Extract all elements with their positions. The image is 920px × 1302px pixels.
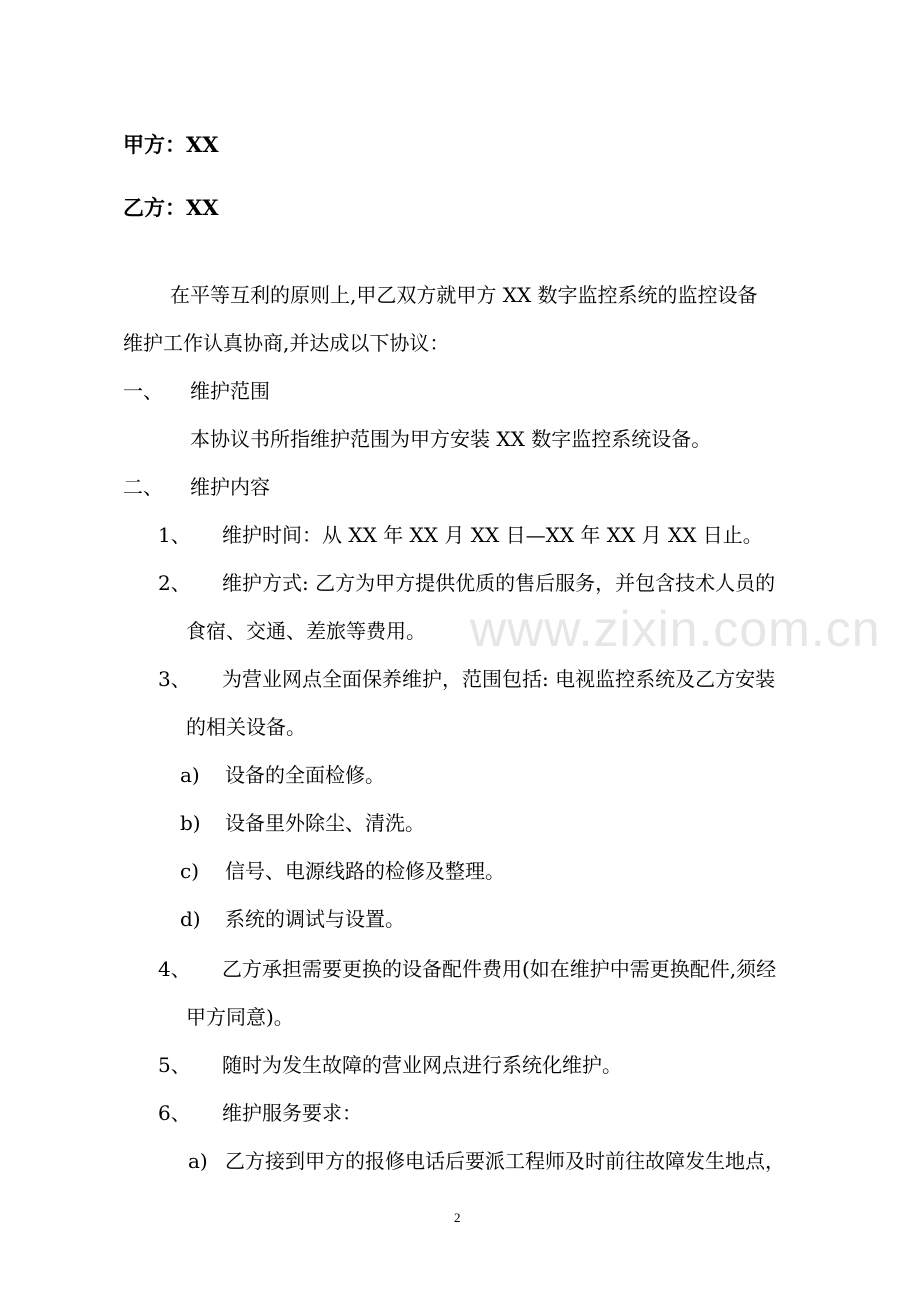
item-text-continued: 食宿、交通、差旅等费用。 xyxy=(186,619,426,643)
item-text: 维护服务要求： xyxy=(222,1101,362,1125)
subitem-text: 设备的全面检修。 xyxy=(225,763,385,787)
item-number: 6、 xyxy=(158,1101,191,1125)
section1-title: 维护范围 xyxy=(190,379,270,403)
item-text: 为营业网点全面保养维护，范围包括: 电视监控系统及乙方安装 xyxy=(222,667,776,691)
section2-number: 二、 xyxy=(123,475,163,499)
subitem-text: 系统的调试与设置。 xyxy=(225,907,405,931)
watermark: www.zixin.com.cn xyxy=(470,601,881,657)
item-text-continued: 的相关设备。 xyxy=(186,715,306,739)
page-number: 2 xyxy=(454,1210,461,1225)
item-text: 随时为发生故障的营业网点进行系统化维护。 xyxy=(222,1053,622,1077)
subitem-label: c) xyxy=(180,859,200,883)
party-b: 乙方：XX xyxy=(123,195,219,220)
item-number: 1、 xyxy=(158,523,191,547)
item-text-continued: 甲方同意)。 xyxy=(186,1005,294,1029)
subitem-text: 设备里外除尘、清洗。 xyxy=(225,811,425,835)
item-text: 维护方式: 乙方为甲方提供优质的售后服务，并包含技术人员的 xyxy=(222,571,776,595)
section1-number: 一、 xyxy=(123,379,163,403)
subitem-label: b) xyxy=(180,811,201,835)
item-number: 3、 xyxy=(158,667,191,691)
item-number: 5、 xyxy=(158,1053,191,1077)
party-a: 甲方：XX xyxy=(123,132,219,157)
item-text: 维护时间：从 XX 年 XX 月 XX 日—XX 年 XX 月 XX 日止。 xyxy=(222,523,763,547)
item-number: 4、 xyxy=(158,957,191,981)
section1-body: 本协议书所指维护范围为甲方安装 XX 数字监控系统设备。 xyxy=(190,427,712,451)
item-text: 乙方承担需要更换的设备配件费用(如在维护中需更换配件,须经 xyxy=(222,957,777,981)
item-number: 2、 xyxy=(158,571,191,595)
intro-line-1: 在平等互利的原则上,甲乙双方就甲方 XX 数字监控系统的监控设备 xyxy=(170,283,758,307)
subitem-text: 信号、电源线路的检修及整理。 xyxy=(225,859,505,883)
section2-title: 维护内容 xyxy=(190,475,270,499)
subitem-text: 乙方接到甲方的报修电话后要派工程师及时前往故障发生地点， xyxy=(225,1149,785,1173)
subitem-label: a) xyxy=(188,1149,208,1173)
subitem-label: a) xyxy=(180,763,200,787)
subitem-label: d) xyxy=(180,907,201,931)
intro-line-2: 维护工作认真协商,并达成以下协议： xyxy=(123,331,450,355)
